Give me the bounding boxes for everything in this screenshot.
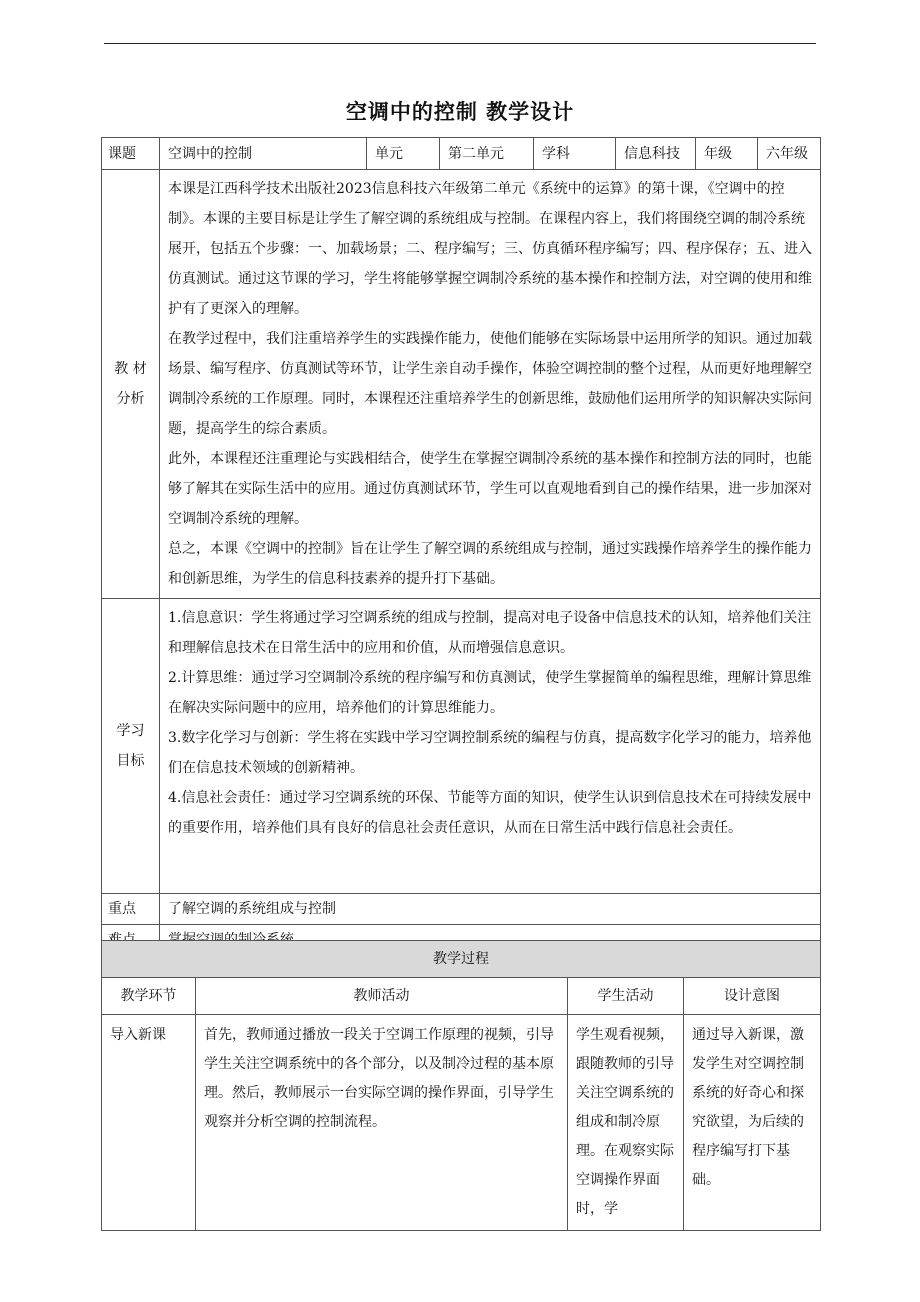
student-activity-cell: 学生观看视频，跟随教师的引导关注空调系统的组成和制冷原理。在观察实际空调操作界面时，学 [568, 1015, 684, 1231]
learning-goals-label-line2: 目标 [116, 753, 145, 769]
key-point-value: 了解空调的系统组成与控制 [160, 894, 821, 925]
analysis-paragraph: 此外，本课程还注重理论与实践相结合，使学生在掌握空调制冷系统的基本操作和控制方法的同时，也能够了解其在实际生活中的应用。通过仿真测试环节，学生可以直观地看到自己的操作结果，进一步加深对空调制冷系统的理解。 [168, 451, 812, 527]
goal-item: 1.信息意识：学生将通过学习空调系统的组成与控制，提高对电子设备中信息技术的认知，培养他们关注和理解信息技术在日常生活中的应用和价值，从而增强信息意识。 [168, 610, 812, 656]
document-title: 空调中的控制 教学设计 [345, 100, 575, 124]
grade-label: 年级 [696, 138, 758, 170]
unit-value: 第二单元 [440, 138, 534, 170]
key-point-row [102, 894, 821, 925]
subject-label: 学科 [534, 138, 616, 170]
process-header-row [102, 978, 821, 1015]
learning-goals-label-line1: 学习 [116, 723, 145, 739]
learning-goals-label [102, 599, 160, 894]
material-analysis-label-line2: 分析 [116, 391, 145, 407]
grade-value: 六年级 [758, 138, 821, 170]
analysis-paragraph: 本课是江西科学技术出版社2023信息科技六年级第二单元《系统中的运算》的第十课，《空调中的控制》。本课的主要目标是让学生了解空调的系统组成与控制。在课程内容上，我们将围绕空调的制冷系统展开，包括五个步骤：一、加载场景；二、程序编写；三、仿真循环程序编写；四、程序保存；五、进入仿真测试。通过这节课的学习，学生将能够掌握空调制冷系统的基本操作和控制方法，对空调的使用和维护有了更深入的理解。 [168, 181, 812, 317]
teaching-process-table [101, 940, 821, 1231]
info-row [102, 138, 821, 170]
analysis-paragraph: 在教学过程中，我们注重培养学生的实践操作能力，使他们能够在实际场景中运用所学的知识。通过加载场景、编写程序、仿真测试等环节，让学生亲自动手操作，体验空调控制的整个过程，从而更好地理解空调制冷系统的工作原理。同时，本课程还注重培养学生的创新思维，鼓励他们运用所学的知识解决实际问题，提高学生的综合素质。 [168, 331, 812, 437]
material-analysis-row [102, 170, 821, 599]
process-title-row [102, 941, 821, 978]
lesson-info-table [101, 137, 821, 956]
teacher-activity-cell: 首先，教师通过播放一段关于空调工作原理的视频，引导学生关注空调系统中的各个部分，以及制冷过程的基本原理。然后，教师展示一台实际空调的操作界面，引导学生观察并分析空调的控制流程。 [196, 1015, 568, 1231]
header-intent: 设计意图 [684, 978, 821, 1015]
key-point-label: 重点 [102, 894, 160, 925]
goal-item: 3.数字化学习与创新：学生将在实践中学习空调控制系统的编程与仿真，提高数字化学习的能力，培养他们在信息技术领域的创新精神。 [168, 730, 812, 776]
header-rule [104, 43, 816, 44]
header-student: 学生活动 [568, 978, 684, 1015]
header-stage: 教学环节 [102, 978, 196, 1015]
goal-item: 2.计算思维：通过学习空调制冷系统的程序编写和仿真测试，使学生掌握简单的编程思维，理解计算思维在解决实际问题中的应用，培养他们的计算思维能力。 [168, 670, 812, 716]
topic-label: 课题 [102, 138, 160, 170]
unit-label: 单元 [367, 138, 440, 170]
stage-cell: 导入新课 [102, 1015, 196, 1231]
process-section-title: 教学过程 [102, 941, 821, 978]
material-analysis-content [160, 170, 821, 599]
goal-item: 4.信息社会责任：通过学习空调系统的环保、节能等方面的知识，使学生认识到信息技术在可持续发展中的重要作用，培养他们具有良好的信息社会责任意识，从而在日常生活中践行信息社会责任。 [168, 790, 812, 836]
material-analysis-label [102, 170, 160, 599]
topic-value: 空调中的控制 [160, 138, 367, 170]
learning-goals-content [160, 599, 821, 894]
subject-value: 信息科技 [616, 138, 696, 170]
design-intent-cell: 通过导入新课，激发学生对空调控制系统的好奇心和探究欲望，为后续的程序编写打下基础。 [684, 1015, 821, 1231]
analysis-paragraph: 总之，本课《空调中的控制》旨在让学生了解空调的系统组成与控制，通过实践操作培养学生的操作能力和创新思维，为学生的信息科技素养的提升打下基础。 [168, 541, 812, 587]
learning-goals-row [102, 599, 821, 894]
material-analysis-label-line1: 教 材 [114, 361, 147, 377]
table-row [102, 1015, 821, 1231]
header-teacher: 教师活动 [196, 978, 568, 1015]
